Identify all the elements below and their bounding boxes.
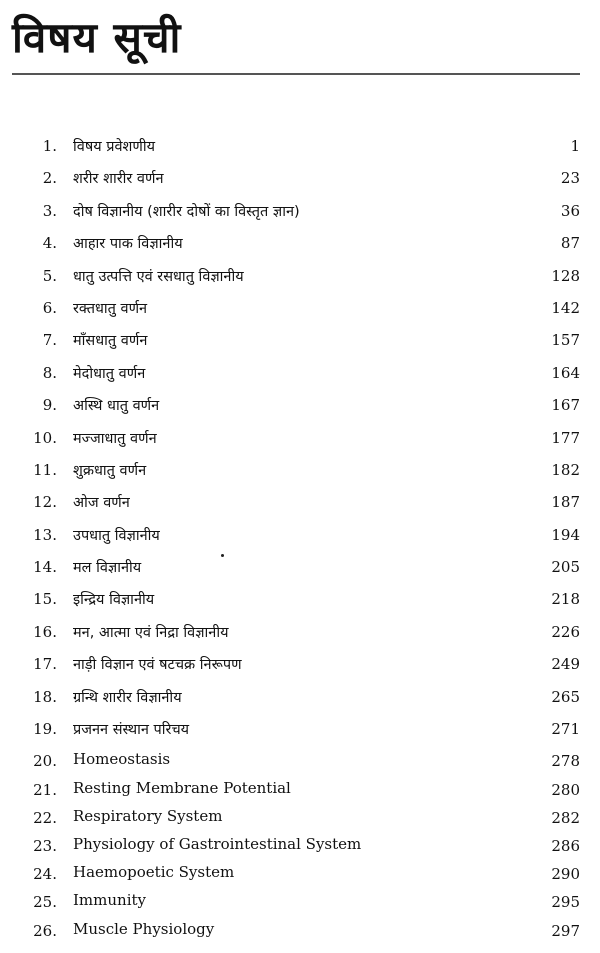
toc-entry-number: 20. [33, 752, 57, 771]
toc-entry-page: 36 [560, 201, 580, 220]
toc-entry-page: 282 [551, 808, 580, 827]
toc-entry-number: 12. [33, 493, 57, 512]
toc-entry-page: 23 [560, 169, 580, 188]
toc-entry-title: शुक्रधातु वर्णन [73, 462, 147, 479]
toc-entry [0, 229, 600, 261]
toc-entry-page: 182 [551, 460, 580, 479]
toc-entry-page: 290 [551, 865, 580, 884]
toc-entry-number: 10. [33, 428, 57, 447]
toc-entry-title: धातु उत्पत्ति एवं रसधातु विज्ञानीय [73, 268, 244, 285]
toc-entry-number: 14. [33, 558, 57, 577]
toc-entry-number: 22. [33, 808, 57, 827]
toc-entry-page: 1 [570, 137, 580, 155]
toc-entry-title: अस्थि धातु वर्णन [73, 398, 160, 415]
toc-entry-page: 167 [551, 396, 580, 415]
toc-entry-number: 6. [42, 298, 57, 317]
toc-entry [0, 294, 600, 326]
toc-entry [0, 326, 600, 358]
toc-entry [0, 888, 600, 916]
toc-entry-page: 87 [560, 234, 580, 253]
toc-entry-number: 7. [42, 331, 57, 350]
toc-entry-number: 21. [33, 780, 57, 799]
toc-entry [0, 715, 600, 747]
toc-entry-title: आहार पाक विज्ञानीय [73, 236, 183, 253]
toc-entry [0, 521, 600, 553]
toc-entry [0, 832, 600, 860]
toc-entry-number: 11. [33, 460, 57, 479]
toc-entry-page: 271 [551, 720, 580, 739]
toc-entry-page: 295 [551, 893, 580, 912]
toc-entry-number: 8. [42, 363, 57, 382]
toc-entry-title: मल विज्ञानीय [73, 560, 142, 577]
toc-entry [0, 553, 600, 585]
page-title: विषय सूची [12, 13, 182, 62]
toc-entry-title: Immunity [73, 891, 146, 910]
toc-entry-number: 3. [42, 201, 57, 220]
toc-entry [0, 650, 600, 682]
toc-entry-title: माँसधातु वर्णन [73, 333, 148, 350]
toc-entry-number: 16. [33, 622, 57, 641]
print-speck [221, 554, 224, 557]
toc-entry-number: 26. [33, 921, 57, 940]
toc-entry-page: 286 [551, 836, 580, 855]
toc-entry [0, 917, 600, 945]
toc-entry-page: 177 [551, 428, 580, 447]
toc-entry-title: ओज वर्णन [73, 495, 130, 512]
toc-entry-number: 4. [42, 234, 57, 253]
toc-entry-number: 19. [33, 720, 57, 739]
toc-entry-page: 218 [551, 590, 580, 609]
toc-entry [0, 860, 600, 888]
toc-entry-title: Physiology of Gastrointestinal System [73, 834, 362, 853]
toc-entry-title: Resting Membrane Potential [73, 778, 291, 797]
toc-entry-page: 280 [551, 780, 580, 799]
toc-entry-page: 249 [551, 655, 580, 674]
toc-entry-number: 13. [33, 525, 57, 544]
toc-entry [0, 804, 600, 832]
toc-entry [0, 262, 600, 294]
toc-entry-title: विषय प्रवेशणीय [73, 139, 156, 155]
toc-entry-page: 164 [551, 363, 580, 382]
toc-entry [0, 164, 600, 196]
title-divider [12, 73, 580, 75]
toc-entry-page: 297 [551, 921, 580, 940]
toc-entry-page: 187 [551, 493, 580, 512]
toc-entry-title: मज्जाधातु वर्णन [73, 430, 157, 447]
toc-entry-number: 17. [33, 655, 57, 674]
toc-entry-number: 1. [42, 137, 57, 155]
toc-entry-title: Respiratory System [73, 806, 223, 825]
toc-entry-title: Muscle Physiology [73, 919, 215, 938]
toc-entry [0, 776, 600, 804]
toc-entry-title: नाड़ी विज्ञान एवं षटचक्र निरूपण [73, 657, 242, 674]
toc-entry-number: 24. [33, 865, 57, 884]
toc-entry [0, 456, 600, 488]
toc-entry-title: प्रजनन संस्थान परिचय [73, 722, 190, 739]
toc-entry [0, 197, 600, 229]
toc-entry-page: 226 [551, 622, 580, 641]
toc-entry-title: उपधातु विज्ञानीय [73, 527, 160, 544]
toc-entry-title: Haemopoetic System [73, 863, 235, 882]
toc-entry-page: 265 [551, 687, 580, 706]
toc-entry-number: 5. [42, 266, 57, 285]
toc-entry-title: शरीर शारीर वर्णन [73, 171, 164, 188]
toc-entry-title: ग्रन्थि शारीर विज्ञानीय [73, 689, 182, 706]
table-of-contents [0, 132, 600, 945]
toc-entry-title: दोष विज्ञानीय (शारीर दोषों का विस्तृत ज्ञान) [73, 203, 300, 220]
toc-entry-number: 23. [33, 836, 57, 855]
toc-entry-page: 278 [551, 752, 580, 771]
toc-entry [0, 747, 600, 775]
toc-entry-title: मेदोधातु वर्णन [73, 365, 146, 382]
toc-entry-number: 9. [42, 396, 57, 415]
toc-entry [0, 683, 600, 715]
toc-entry-page: 142 [551, 298, 580, 317]
toc-entry [0, 618, 600, 650]
toc-entry-number: 15. [33, 590, 57, 609]
toc-entry [0, 391, 600, 423]
toc-entry-page: 205 [551, 558, 580, 577]
toc-entry-title: रक्तधातु वर्णन [73, 300, 148, 317]
toc-entry-number: 25. [33, 893, 57, 912]
toc-entry-title: Homeostasis [73, 750, 171, 769]
toc-entry [0, 132, 600, 164]
toc-entry-title: मन, आत्मा एवं निद्रा विज्ञानीय [73, 624, 229, 641]
toc-entry [0, 359, 600, 391]
toc-entry-page: 128 [551, 266, 580, 285]
toc-entry [0, 424, 600, 456]
toc-entry-page: 194 [551, 525, 580, 544]
toc-entry [0, 488, 600, 520]
toc-entry-number: 2. [42, 169, 57, 188]
toc-entry-number: 18. [33, 687, 57, 706]
toc-entry-title: इन्द्रिय विज्ञानीय [73, 592, 155, 609]
toc-entry [0, 585, 600, 617]
toc-entry-page: 157 [551, 331, 580, 350]
